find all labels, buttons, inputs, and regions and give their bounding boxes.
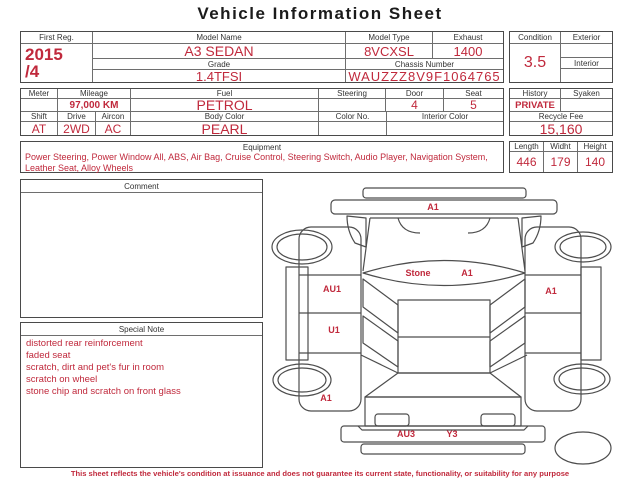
condition-table [509,31,613,83]
chassis-number-value: WAUZZZ8V9F1064765 [348,70,501,82]
history-label: History [510,89,561,99]
aircon-label: Aircon [96,112,131,122]
mileage-label: Mileage [58,89,131,99]
steering-label: Steering [319,89,386,99]
diagram-label-rear-right: Y3 [446,429,458,439]
interior-color-value [387,122,503,135]
special-note-line: scratch, dirt and pet's fur in room [26,361,165,373]
recycle-fee-label: Recycle Fee [510,112,612,122]
fuel-value: PETROL [131,99,319,112]
body-color-value: PEARL [131,122,319,135]
exhaust-label: Exhaust [433,32,503,44]
diagram-label-left-rear-quarter: A1 [320,393,332,403]
first-reg-value [21,44,93,82]
history-value: PRIVATE [510,99,561,112]
disclaimer-text: This sheet reflects the vehicle's condition at issuance and does not guarantee its current state, functionality, or suitability for any purpose [70,469,570,478]
drive-label: Drive [58,112,96,122]
diagram-label-windshield-grade: A1 [461,268,473,278]
page-title: Vehicle Information Sheet [197,4,443,23]
meter-value [21,99,58,112]
spec-table-top [21,89,503,112]
chassis-number-label: Chassis Number [346,59,503,70]
history-table [509,88,613,136]
spec-table-bottom [21,112,503,135]
special-note-line: stone chip and scratch on front glass [26,385,181,397]
special-note-line: distorted rear reinforcement [26,338,143,349]
equipment-label: Equipment [242,142,282,152]
interior-value [561,69,612,82]
special-note-line: faded seat [26,349,71,361]
width-label: Widht [544,142,578,152]
model-type-label: Model Type [346,32,433,44]
model-type-value: 8VCXSL [346,44,433,59]
identity-table [20,31,504,83]
spec-table [20,88,504,136]
grade-label: Grade [93,59,346,70]
recycle-fee-value: 15,160 [539,122,583,135]
condition-label: Condition [510,32,561,44]
condition-value: 3.5 [510,44,561,82]
syaken-value [561,99,612,112]
interior-label: Interior [561,58,612,69]
shift-label: Shift [21,112,58,122]
equipment-value: Power Steering, Power Window All, ABS, Air Bag, Cruise Control, Steering Switch, Audio Player, Navigation System, Leather Seat, Alloy Wheels [25,152,488,173]
model-name-value: A3 SEDAN [93,44,346,59]
equipment-table [20,141,504,173]
car-damage-diagram [266,185,638,470]
comment-label: Comment [21,180,262,193]
door-label: Door [386,89,444,99]
diagram-label-left-rear-door: U1 [328,325,340,335]
seat-value: 5 [444,99,503,112]
shift-value: AT [21,122,58,135]
first-reg-year: 2015 [25,45,63,64]
width-value: 179 [544,152,578,172]
height-label: Height [578,142,612,152]
grade-value: 1.4TFSI [93,70,346,82]
comment-value [21,193,262,197]
car-outline [272,188,611,464]
special-note-body [21,336,262,399]
first-reg-month: /4 [25,62,40,81]
exterior-value [561,44,612,58]
special-note-box [20,322,263,468]
diagram-label-front-bumper: A1 [427,202,439,212]
special-note-line: scratch on wheel [26,373,98,385]
height-value: 140 [584,155,606,169]
door-value: 4 [386,99,444,112]
exterior-label: Exterior [561,32,612,44]
comment-box [20,179,263,318]
steering-value [319,99,386,112]
drive-value: 2WD [58,122,96,135]
first-reg-label: First Reg. [21,32,93,44]
aircon-value: AC [96,122,131,135]
diagram-label-right-front-door: A1 [545,286,557,296]
interior-color-label: Interior Color [387,112,503,122]
seat-label: Seat [444,89,503,99]
special-note-label: Special Note [21,323,262,336]
dimensions-table [509,141,613,173]
body-color-label: Body Color [131,112,319,122]
fuel-label: Fuel [131,89,319,99]
length-label: Length [510,142,544,152]
meter-label: Meter [21,89,58,99]
mileage-value: 97,000 KM [58,99,131,112]
diagram-label-rear-left: AU3 [396,429,416,439]
model-name-label: Model Name [93,32,346,44]
length-value: 446 [510,152,544,172]
diagram-label-windshield-stone: Stone [405,268,431,278]
color-no-label: Color No. [319,112,387,122]
diagram-label-left-front-door: AU1 [322,284,342,294]
syaken-label: Syaken [561,89,612,99]
color-no-value [319,122,387,135]
exhaust-value: 1400 [433,44,503,59]
